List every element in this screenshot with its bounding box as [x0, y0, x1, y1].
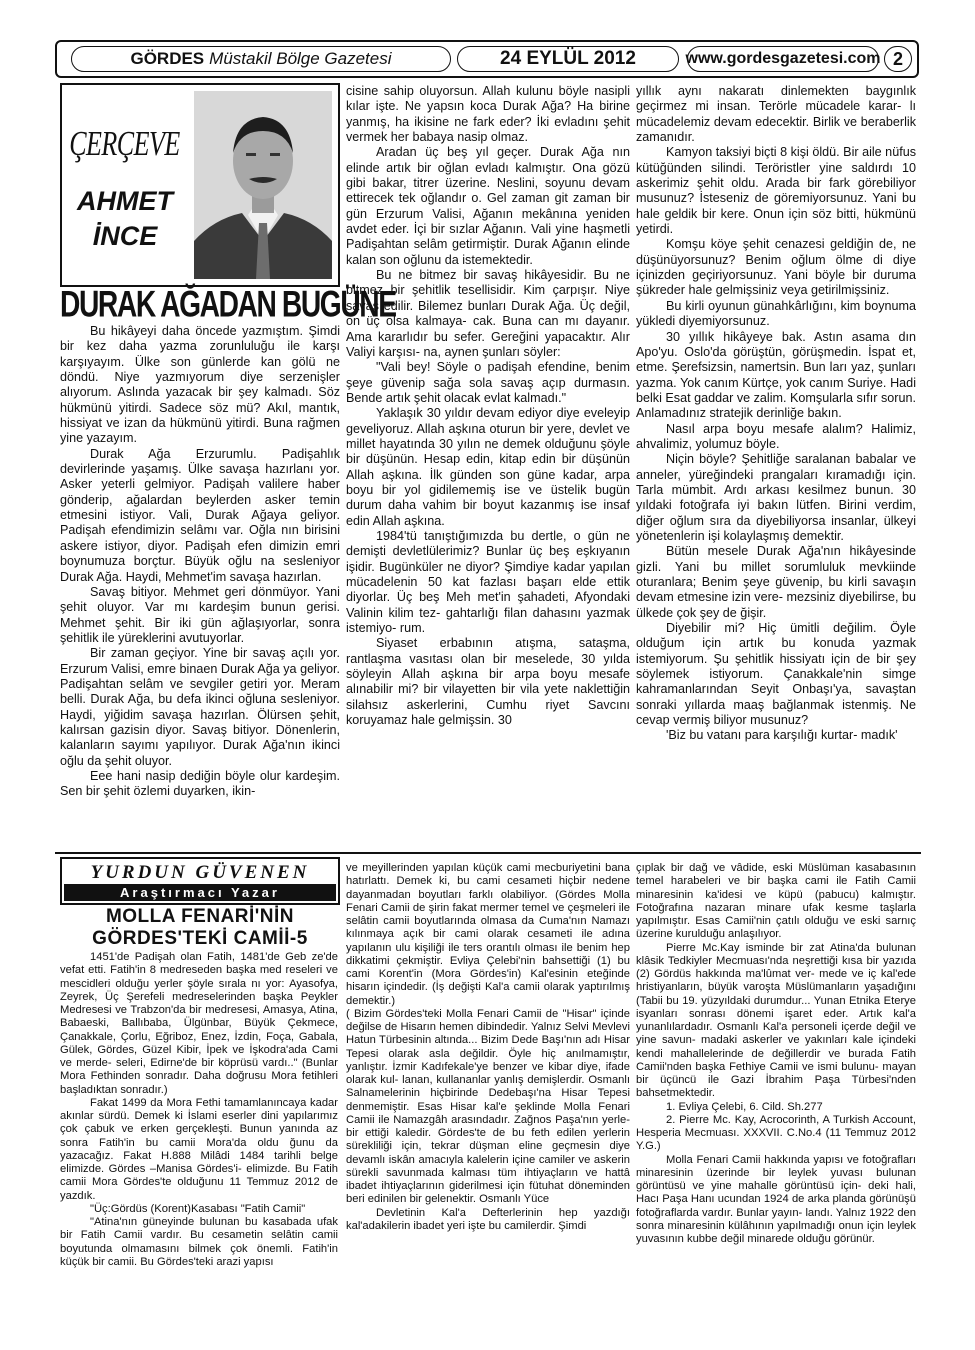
paragraph: ve meyillerinden yapılan küçük cami mecburiyetini bana hatırlattı. Demek ki, bu cami cesameti hiçbir nedene dayanmadan boyutları farklı olabiliyor. (Gördes Molla Fenari Camii de şirin fakat mermer temel ve çeşmeleri ile selâtin camii boyutlarında olmasa da Cuma'nın Namazı kılınmaya açık bir cami olarak cesameti ile adına yapılanın ulu kişiliği ile ters orantılı olması ile benim hep dikkatimi çekmiştir. Evliya Çelebi'nin bahsettiği (1) bu cami Korent'in (Mora Gördes'in) Kal'esinin eteğinde hisarın içindedir. (İş değişti Kal'a camii olarak yaptırılmış demektir.) [346, 862, 630, 1007]
paragraph: Pierre Mc.Kay isminde bir zat Atina'da bulunan klâsik Tedkiyler Mecmuası'nda neşrettiği kısa bir yazıda (2) Gördüs hakkında ma'lûmat ver- mede ve iç kal'ede hristiyanların, büyük varoşta Müslümanların yaşadığını (Tabii bu 19. yüzyıldaki durumdur... Yunan Etnika Eterye isyanları sonrası dönemi işaret eder. Artık kal'a yunanlılardadır. Osmanlı Kal'a personeli içerde değil ve yine savun- madaki askerler ve yakınları kale içindeki kendi mahallelerinde de değillerdir ve burada Fatih Camii'nden başka Fethiye Camii ve ismi bulunu- mayan bir üçüncü ile Gazi İbrahim Paşa Türbesi'nden bahsetmektedir. [636, 941, 916, 1100]
paragraph: Bir zaman geçiyor. Yine bir savaş açılı yor. Erzurum Valisi, emre binaen Durak Ağa ya geliyor. Padişahtan selâm ve sevgiler getiri yor. Meram belli. Durak Ağa, bu defa ikinci oğluna sesleniyor. Haydi, yiğidim savaşa hazırlan. Ölürsen şehit, kalırsan gazisin diyor. Savaş bitiyor. Dönenlerin, kalanların sayımı yapılıyor. Durak Ağa'nın ikinci oğlu da şehit oluyor. [60, 646, 340, 768]
paragraph: Eee hani nasip dediğin böyle olur kardeşim. Sen bir şehit özlemi duyarken, ikin- [60, 768, 340, 799]
paper-name: GÖRDES [130, 49, 205, 68]
paragraph: Bütün mesele Durak Ağa'nın hikâyesinde gizli. Yani bu millet sorumluluk mevkiinde oturanlara; Benim şeye güvenip, bu kirli savaşın devam etmesine izin vere- mezsiniz diyebilirse, bu ülkede çok şey de ğişir. [636, 544, 916, 620]
paragraph: "Vali bey! Söyle o padişah efendine, benim şeye güvenip sağa sola savaş açıp durmasın. Bende artık şehit olacak evlat kalmadı." [346, 360, 630, 405]
paragraph: cisine sahip oluyorsun. Allah kulunu böyle nasipli kılar işte. Ne yapsın koca Durak Ağa? Ha birine yanmış, ha ikisine ne fark eder? İki evladını şehit vermek her babaya nasip olmaz. [346, 84, 630, 145]
column-header-box [60, 83, 340, 287]
paragraph: Yaklaşık 30 yıldır devam ediyor diye eveleyip geveliyoruz. Allah aşkına oturun bir yere, devlet ve millet hayatında 30 yılın ne demek olduğunu şöyle bir düşünün. Hesap edin, kitap edin bir düşünün Allah aşkına. İlk günden son güne kadar, arpa boyu bir yol gidilememiş ise ve üstelik bugün durum daha vahim bir boyut kazanmış ise insaf edin Allah aşkına. [346, 406, 630, 528]
paragraph: Nasıl arpa boyu mesafe alalım? Halimiz, ahvalimiz, yolumuz böyle. [636, 421, 916, 451]
article-headline: DURAK AĞADAN BUGÜNE [60, 284, 396, 326]
issue-date: 24 EYLÜL 2012 [457, 46, 679, 72]
article2-headline [60, 906, 340, 950]
author-photo [194, 91, 332, 279]
paragraph: Devletinin Kal'a Defterlerinin hep yazdığı kal'adakilerin ibadet yeri işte bu camilerdir. Şimdi [346, 1206, 630, 1232]
paragraph: "Atina'nın güneyinde bulunan bu kasabada ufak bir Fatih Camii vardır. Bu cesametin selâtin camii boyutunda olmamasını bilmek çok önemli. Fatih'in küçük bir camii. Bu Gördes'teki arazi yapısı [60, 1216, 338, 1268]
author-last-name: İNCE [92, 221, 158, 251]
paragraph: Molla Fenari Camii hakkında yapısı ve fotoğrafları minaresinin üzerinde bir leylek yuvası bulunan görüntüsü ve yine mahalle görüntüsü için- deki hali, Hacı Paşa Hanı ucundan 1924 de arka planda görünüşü fotoğraflarda vardır. Bunlar yayın- landı. Yalnız 1922 den sonra minaresinin külâhının yapılmadığı onun için leylek yuvasının kubbe değil minarede olduğu görünür. [636, 1153, 916, 1245]
masthead-bar [55, 40, 919, 78]
paragraph: Savaş bitiyor. Mehmet geri dönmüyor. Yani şehit oluyor. Var mı kardeşim bunun gerisi. Mehmet şehit. Bir iki gün ağlaşıyorlar, sonra şehitlik ile yüreklerini avutuyorlar. [60, 584, 340, 645]
column2-title: YURDUN GÜVENEN [90, 862, 310, 883]
paragraph: Bu kirli oyunun günahkârlığını, kim boynuma yükledi diyemiyorsunuz. [636, 298, 916, 329]
paper-subtitle: Müstakil Bölge Gazetesi [209, 49, 392, 68]
article2-column-1 [60, 951, 338, 1316]
paragraph: Siyaset erbabının atışma, sataşma, rantlaşma vasıtası olan bir meselede, 30 yılda söyleyin Allah aşkına bir arpa boyu mesafe alınabilir mi? bir vilayetten bir vila yete naklettiğin silahsız askerlerini, Cumhu riyet Savcını koruyamaz hale gelmişsin. 30 [346, 636, 630, 728]
paragraph: Fakat 1499 da Mora Fethi tamamlanıncaya kadar akınlar sürdü. Demek ki İslami eserler dini yapılarımız çok çabuk ve erken gerçekleşti. Bunun yanında az sonra Fatih'in bu camii Mora'da oldu ğunu da yazacağız. Fakat H.888 Milâdi 1484 tarihli belge elimizde. Gördes –Manisa Gördes'i- elimizde. Bu Fatih camii Mora Gördes'te olduğunu 11 Temmuz 2012 de yazdık. [60, 1096, 338, 1202]
paragraph: Diyebilir mi? Hiç ümitli değilim. Öyle olduğum için artık bu konuda yazmak istemiyorum. Şu şehitlik hissiyatı için de bir şey söylemek istiyorum. Çanakkale'nin simge kahramanlarından Seyit Onbaşı'ya, savaştan sonraki yıllarda maaş bağlanmak istenmiş. Ne cevap vermiş biliyor musunuz? [636, 621, 916, 728]
article1-column-2 [346, 84, 630, 848]
column2-header-box [60, 857, 340, 905]
article1-column-3 [636, 84, 916, 848]
paragraph: çıplak bir dağ ve vâdide, eski Müslüman kasabasının temel harabeleri ve bir başka cami ile Fatih Camii minaresinin ka'idesi ve küpü (pabucu) kalmıştır. Fotoğrafına nazaran minare ufak kesme taşlarla yapılmıştır. Esas Camii'nin çatılı olduğu ve eski sarnıç üzerine kurulduğu anlaşılıyor. [636, 862, 916, 941]
article2-headline-line1: MOLLA FENARİ'NİN [105, 906, 295, 927]
author-first-name: AHMET [77, 186, 173, 216]
paragraph: Kamyon taksiyi biçti 8 kişi öldü. Bir aile nüfus kütüğünden silindi. Teröristler yine saldırdı 10 askerimiz şehit oldu. Arada bir fark görebiliyor musunuz? İsteseniz de göremiyorsunuz. Yani bu hale geldik bir kere. Onun için söz bitti, hükmünü yetirdi. [636, 145, 916, 237]
paragraph: 1. Evliya Çelebi, 6. Cild. Sh.277 [666, 1100, 823, 1113]
website-link[interactable]: www.gordesgazetesi.com [687, 46, 879, 72]
paragraph: ( Bizim Gördes'teki Molla Fenari Camii de "Hisar" içinde değilse de Hisarın hemen dibindedir. Yalnız Selvi Mevlevi Hatun Türbesinin altında... Bizim Dede Başı'nın adı Hisar Tepesi olarak asla değildir. Öyle hiç anılmamıştır, yanlıştır. İzmir Kadıfekale'ye benzer ve kibar diye, ifade olarak kul- lanan, kullananlar yanlış demişlerdir. Osmanlı Salnamelerinin hiçbirinde Dedebaşı'na Hisar Tepesi denmemiştir. Esas Hisar kal'e şeklinde Molla Fenari Camii ile Namazgâh arasındadır. Zağnos Paşa'nın yerle-bir ettiği kaledir. Gördes'te de bu feth edilen yerlerin sürekliliği için, tekrar düşman eline geçmesin diye devamlı iskân amacıyla kalelerin içine camiler ve askerin sürekli savunmada kalması tüm ihtiyaçların ve hattâ ibadet ihtiyaçlarının giderilmesi için fütuhat döneminden beri edinilen bir gelenektir. Osmanlı Yüce [346, 1007, 630, 1206]
paragraph: Komşu köye şehit cenazesi geldiğin de, ne düşünüyorsunuz? Benim oğlum ölme di diye içinizden geçiriyorsunuz. Yani böyle bir duruma şükreder hale gelmişsiniz veya getirilmişsiniz. [636, 237, 916, 298]
article2-column-2 [346, 862, 630, 1316]
paragraph: 2. Pierre Mc. Kay, Acrocorinth, A Turkish Account, Hesperia Mecmuası. XXXVII. C.No.4 (11 Temmuz 2012 Y.G.) [636, 1113, 916, 1153]
section-divider [55, 852, 921, 854]
paragraph: 1984'tü tanıştığımızda bu dertle, o gün ne demişti devletlülerimiz? Bunlar üç beş eşkıyanın işidir. Bugünküler ne diyor? Şimdiye kadar yapılan mücadelenin 50 kat fazlası başarı elde ettik diyorlar. Üç beş Meh met'in şahadeti, Afyondaki Valinin kilim tez- gahtarlığı filan dahasını yazmak istemiyo- rum. [346, 528, 630, 636]
paragraph: Bu hikâyeyi daha öncede yazmıştım. Şimdi bir kez daha yazma zorunluluğu ile karşı karşıyayım. Ülke son günlerde kan gölü ne döndü. Niye yazmıyorum diye serzenişler alıyorum. Aslında yazacak bir şey kalmadı. Söz hükmünü yitirdi. Sadece söz mü? Akıl, mantık, hissiyat ve izan da hükmünü yitirdi. Buna rağmen yine yazayım. [60, 324, 340, 446]
paragraph: yıllık aynı nakaratı dinlemekten baygınlık geçirmez mi insan. Terörle mücadele karar- lı mücadelemiz devam edecektir. Birlik ve beraberlik zamanıdır. [636, 84, 916, 145]
paragraph: Aradan üç beş yıl geçer. Durak Ağa nın elinde artık bir oğlan evladı kalmıştır. Ona gözü gibi bakar, titrer üzerine. Neslini, soyunu devam ettirecek tek oğlandır o. Gel zaman git zaman bir gün Erzurum Valisi, Ağanın mekânına yeniden avdet eder. İçi bir sızlar Ağanın. Vali yine haşmetli Padişahtan selâm getirmiştir. Durak Ağanın elinde kalan son oğlunu da istemektedir. [346, 145, 630, 267]
article1-column-1 [60, 324, 340, 848]
paragraph: 'Biz bu vatanı para karşılığı kurtar- madık' [666, 728, 898, 743]
article2-headline-line2: GÖRDES'TEKİ CAMİİ-5 [92, 928, 308, 949]
column-section-title: ÇERÇEVE [69, 123, 180, 163]
paragraph: Niçin böyle? Şehitliğe saralanan babalar ve anneler, yüreğindeki prangaları kıramadığı için. Tarla mümbit. Ardı arkası kesilmez bunun. 30 yıldaki fotoğrafa iyi bakın lütfen. Birini verdim, diğer oğlum sıra da diyebiliyorsa insanlar, ülkeyi yönetenlerin işi kolaylaşmış demektir. [636, 452, 916, 543]
paragraph: 30 yıllık hikâyeye bak. Astın asama dın Apo'yu. Oslo'da görüştün, görüşmedin. İspat et, etme. Şerefsizsin, namertsin. Bun ları yaz, şunları yazma. Yok canım Kürtçe, yok canım Suriye. Hadi belki Esat gaddar ve zalim. Komşularla sıfır sorun. Anlamadınız stratejik derinliğe bakın. [636, 329, 916, 421]
column2-subtitle: Araştırmacı Yazar [64, 884, 336, 901]
article2-column-3 [636, 862, 916, 1316]
page-number: 2 [884, 46, 912, 72]
paragraph: Bu ne bitmez bir savaş hikâyesidir. Bu ne bitmez bir şehitlik tesellisidir. Kim çarpışır. Niye savaş edilir. Bilemez bunları Durak Ağa. Üç değil, on üç olsa kalmaya- cak. Buna can mı dayanır. Ama kararlıdır bu sefer. Gereğini yapacaktır. Alır Valiyi karşısı- na, aynen şunları söyler: [346, 268, 630, 359]
paper-name-pill [71, 46, 451, 72]
paragraph: 1451'de Padişah olan Fatih, 1481'de Geb ze'de vefat etti. Fatih'in 8 medreseden başka med reseleri ve mescidleri olduğu yerler şöyle sırala nı yor: Ayasofya, Zeyrek, Üç Şerefeli medreselerinden başka Peykler Medresesi ve Trabzon'da bir medresesi, Amasya, Atina, Babaeski, Ballıbaba, Ülgünbar, Büyük Çekmece, Çanakkale, Çorlu, Eğriboz, Enez, İzdin, Foça, Gabala, Gülek, Gördes, Güzel Kibir, İpek ve İşkodra'ada Cami ve merde- seleri, Edirne'de bir köprüsü vardı.." (Bunlar Mora Fethinden sonradır. Daha doğrusu Mora fetihleri başladıktan sonradır.) [60, 951, 338, 1096]
paragraph: Durak Ağa Erzurumlu. Padişahlık devirlerinde yaşamış. Ülke savaşa hazırlanı yor. Asker yeterli gelmiyor. Padişah valilere haber gönderip, ağalardan beylerden asker temin etmesini istiyor. Vali, Durak Ağaya geliyor. Padişah efendimizin selâmı var. Oğla nın birisini askere istiyor, diyor. Padişah efen dimizin emri boynumuza borçtur. Büyük oğlu na sesleniyor Durak Ağa. Haydi, Mehmet'im savaşa hazırlan. [60, 446, 340, 584]
paragraph: "Üç:Gördüs (Korent)Kasabası "Fatih Camii" [90, 1202, 306, 1215]
